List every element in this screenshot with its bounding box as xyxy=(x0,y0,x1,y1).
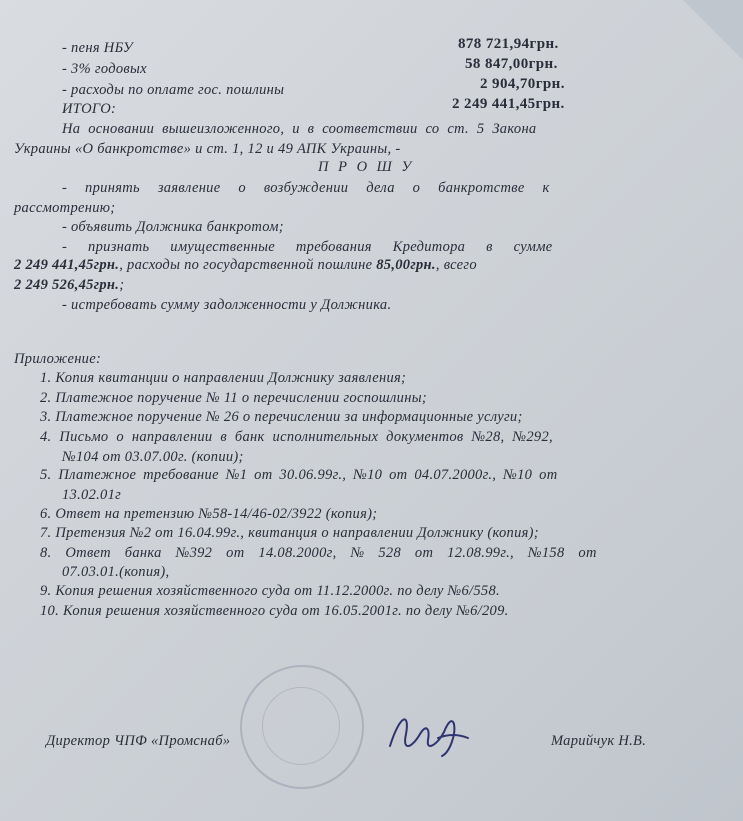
page-corner-shadow xyxy=(683,0,743,60)
attachment-item: 7. Претензия №2 от 16.04.99г., квитанция о направлении Должнику (копия); xyxy=(40,525,539,541)
request-2: - объявить Должника банкротом; xyxy=(62,219,284,235)
request-1-line-1: - принять заявление о возбуждении дела о банкротстве к xyxy=(62,180,550,196)
total-claim-end: ; xyxy=(119,277,125,293)
claim-amount: 2 249 441,45грн. xyxy=(14,257,120,273)
total-amount-sum: 2 249 441,45грн. xyxy=(452,96,565,112)
attachment-item: 10. Копия решения хозяйственного суда от 16.05.2001г. по делу №6/209. xyxy=(40,603,509,619)
attachment-item: 4. Письмо о направлении в банк исполнительных документов №28, №292, xyxy=(40,429,553,445)
request-3-line-2 xyxy=(14,257,477,274)
request-heading: П Р О Ш У xyxy=(318,159,415,175)
signatory-name: Марийчук Н.В. xyxy=(551,733,647,749)
total-label-interest: - 3% годовых xyxy=(62,61,147,77)
total-amount-penalty: 878 721,94грн. xyxy=(458,36,559,52)
total-amount-interest: 58 847,00грн. xyxy=(465,56,558,72)
attachment-item-cont: 07.03.01.(копия), xyxy=(62,564,170,580)
request-4: - истребовать сумму задолженности у Должника. xyxy=(62,297,392,313)
attachment-item: 2. Платежное поручение № 11 о перечислении госпошлины; xyxy=(40,390,427,406)
attachment-item: 3. Платежное поручение № 26 о перечислении за информационные услуги; xyxy=(40,409,523,425)
claim-text: , расходы по государственной пошлине xyxy=(119,257,377,273)
attachment-item: 1. Копия квитанции о направлении Должнику заявления; xyxy=(40,370,407,386)
attachments-heading: Приложение: xyxy=(14,351,102,367)
total-label-fee: - расходы по оплате гос. пошлины xyxy=(62,82,285,98)
claim-end: , всего xyxy=(435,257,477,273)
total-claim-amount: 2 249 526,45грн. xyxy=(14,277,120,293)
attachment-item: 9. Копия решения хозяйственного суда от 11.12.2000г. по делу №6/558. xyxy=(40,583,500,599)
attachment-item: 5. Платежное требование №1 от 30.06.99г., №10 от 04.07.2000г., №10 от xyxy=(40,467,558,483)
fee-amount: 85,00грн. xyxy=(376,257,436,273)
total-label-sum: ИТОГО: xyxy=(62,101,117,117)
attachment-item: 8. Ответ банка №392 от 14.08.2000г, № 528 от 12.08.99г., №158 от xyxy=(40,545,597,561)
total-label-penalty: - пеня НБУ xyxy=(62,40,133,56)
attachment-item-cont: №104 от 03.07.00г. (копии); xyxy=(62,449,244,465)
total-amount-fee: 2 904,70грн. xyxy=(480,76,565,92)
request-3-line-1: - признать имущественные требования Кредитора в сумме xyxy=(62,239,553,255)
faint-stamp xyxy=(240,665,364,789)
attachment-item: 6. Ответ на претензию №58-14/46-02/3922 (копия); xyxy=(40,506,378,522)
signatory-position: Директор ЧПФ «Промснаб» xyxy=(46,733,231,749)
basis-line-1: На основании вышеизложенного, и в соответствии со ст. 5 Закона xyxy=(62,121,537,137)
request-1-line-2: рассмотрению; xyxy=(14,200,116,216)
signature-image xyxy=(382,704,472,764)
attachment-item-cont: 13.02.01г xyxy=(62,487,122,503)
request-3-line-3 xyxy=(14,277,124,294)
basis-line-2: Украины «О банкротстве» и ст. 1, 12 и 49 АПК Украины, - xyxy=(14,141,401,157)
